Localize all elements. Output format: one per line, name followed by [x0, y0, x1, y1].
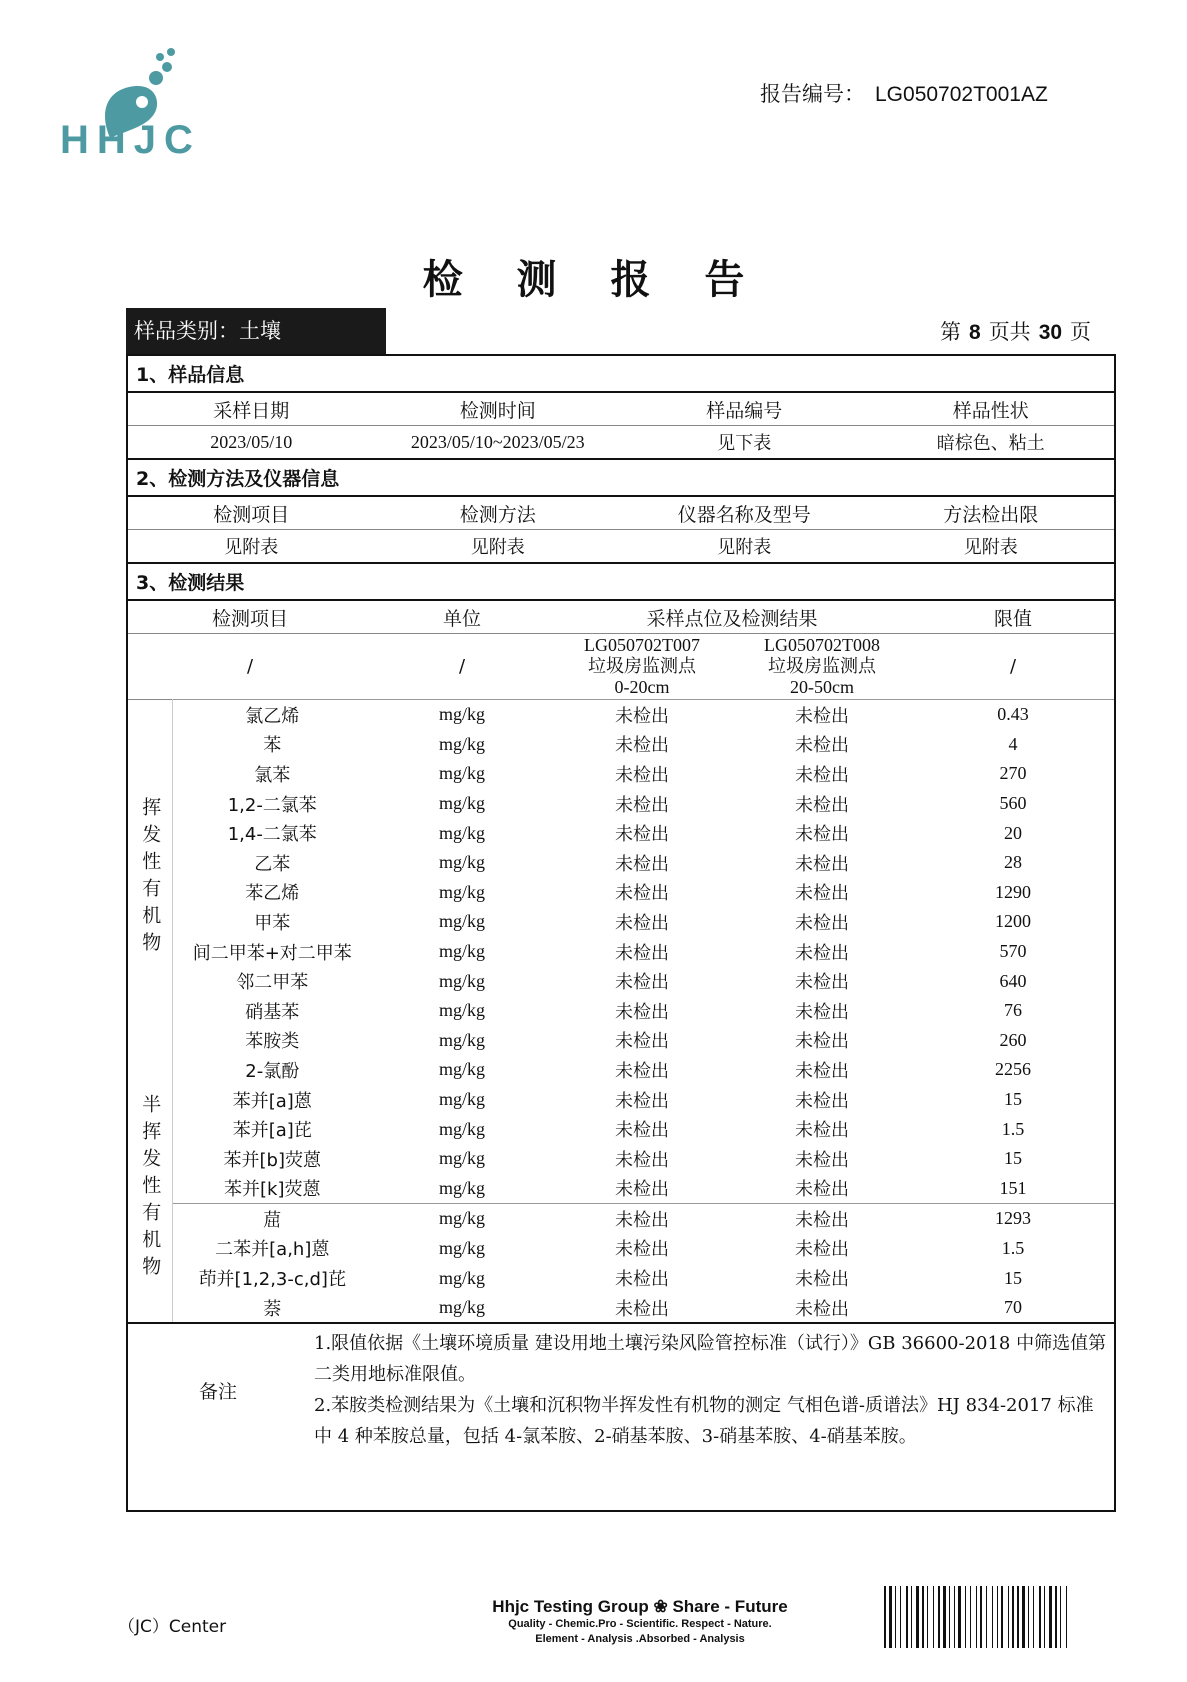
table-row — [128, 907, 1114, 937]
cell-item: 1,2-二氯苯 — [227, 794, 317, 816]
table-row — [128, 1174, 1114, 1204]
cell-unit: mg/kg — [439, 1297, 486, 1318]
cell-item: 甲苯 — [254, 912, 291, 934]
cell-item: 苯 — [263, 735, 282, 757]
cell-item: 苯并[a]芘 — [232, 1120, 312, 1142]
cell-r2: 未检出 — [795, 1120, 850, 1142]
value-cell: 暗棕色、粘土 — [868, 426, 1115, 460]
table-row — [128, 878, 1114, 908]
cell-limit: 570 — [999, 941, 1027, 962]
cell-limit: 1290 — [995, 881, 1032, 902]
table-row — [128, 730, 1114, 760]
cell-limit: 260 — [999, 1029, 1027, 1050]
cell-item: 苯胺类 — [245, 1031, 300, 1053]
table-row — [128, 1085, 1114, 1115]
table-row — [128, 1055, 1114, 1085]
table-row — [128, 966, 1114, 996]
cell-limit: 2256 — [995, 1059, 1032, 1080]
cell-r1: 未检出 — [615, 794, 670, 816]
cell-r1: 未检出 — [615, 883, 670, 905]
col-unit-header: 单位 — [443, 607, 482, 630]
cell-r1: 未检出 — [615, 972, 670, 994]
header-cell: 样品性状 — [952, 399, 1029, 422]
cell-limit: 1200 — [995, 911, 1032, 932]
cell-item: 氯苯 — [254, 764, 291, 786]
cell-item: 䓛 — [172, 1204, 372, 1234]
cell-r2: 未检出 — [795, 735, 850, 757]
cell-unit: mg/kg — [439, 881, 486, 902]
table-row — [128, 1263, 1114, 1293]
page-title: 检 测 报 告 — [422, 256, 765, 303]
cell-r2: 未检出 — [795, 912, 850, 934]
cell-r2: 未检出 — [732, 1204, 912, 1234]
cell-item: 二苯并[a,h]蒽 — [215, 1239, 330, 1261]
sample-point-1: LG050702T007 垃圾房监测点 0-20cm — [552, 634, 732, 700]
cell-item: 乙苯 — [254, 853, 291, 875]
cell-limit: 20 — [1004, 822, 1023, 843]
value-cell: 见下表 — [621, 426, 868, 460]
cell-unit: mg/kg — [439, 1059, 486, 1080]
cell-item: 间二甲苯+对二甲苯 — [192, 942, 352, 964]
table-row — [128, 1204, 1114, 1234]
table-row — [128, 818, 1114, 848]
cell-limit: 28 — [1004, 852, 1023, 873]
sample-info-table — [128, 356, 1114, 601]
col-result-header: 采样点位及检测结果 — [646, 607, 818, 630]
cell-limit: 0.43 — [912, 700, 1114, 730]
cell-r1: 未检出 — [615, 1179, 670, 1201]
value-cell: 见附表 — [621, 530, 868, 564]
cell-r1: 未检出 — [615, 1269, 670, 1291]
cell-unit: mg/kg — [439, 970, 486, 991]
cell-unit: mg/kg — [439, 1089, 486, 1110]
cell-unit: mg/kg — [439, 763, 486, 784]
cell-r2: 未检出 — [795, 1149, 850, 1171]
cell-r2: 未检出 — [732, 700, 912, 730]
table-row — [128, 789, 1114, 819]
notes-table — [128, 1322, 1114, 1456]
cell-r1: 未检出 — [552, 1204, 732, 1234]
cell-r2: 未检出 — [795, 853, 850, 875]
cell-item: 茚并[1,2,3-c,d]芘 — [198, 1269, 346, 1291]
cell-unit: mg/kg — [372, 700, 552, 730]
cell-item: 1,4-二氯苯 — [227, 824, 317, 846]
cell-r2: 未检出 — [795, 1031, 850, 1053]
table-row — [128, 996, 1114, 1026]
sample-point-2: LG050702T008 垃圾房监测点 20-50cm — [732, 634, 912, 700]
cell-unit: mg/kg — [439, 852, 486, 873]
cell-item: 苯并[k]荧蒽 — [224, 1179, 321, 1201]
cell-r2: 未检出 — [795, 883, 850, 905]
cell-item: 萘 — [263, 1298, 282, 1320]
header-cell: 样品编号 — [706, 399, 783, 422]
value-cell: 见附表 — [868, 530, 1115, 564]
cell-r2: 未检出 — [795, 764, 850, 786]
cell-unit: mg/kg — [439, 941, 486, 962]
header-cell: 检测方法 — [459, 503, 536, 526]
cell-r1: 未检出 — [615, 1298, 670, 1320]
cell-r2: 未检出 — [795, 1001, 850, 1023]
group-label-volatile: 挥发性有机物 — [128, 700, 172, 1056]
cell-limit: 76 — [1004, 1000, 1023, 1021]
cell-r1: 未检出 — [615, 1090, 670, 1112]
cell-r2: 未检出 — [795, 1269, 850, 1291]
cell-unit: mg/kg — [439, 733, 486, 754]
cell-limit: 15 — [1004, 1089, 1023, 1110]
cell-r1: 未检出 — [615, 1149, 670, 1171]
cell-unit: mg/kg — [372, 1204, 552, 1234]
col-limit-header: 限值 — [994, 607, 1033, 630]
cell-item: 氯乙烯 — [172, 700, 372, 730]
cell-unit: mg/kg — [439, 1148, 486, 1169]
logo-text: HHJC — [60, 118, 201, 162]
sample-category-badge: 样品类别：土壤 — [126, 308, 386, 354]
cell-r1: 未检出 — [615, 942, 670, 964]
cell-limit: 270 — [999, 763, 1027, 784]
cell-r1: 未检出 — [552, 700, 732, 730]
group-label-semivolatile: 半挥发性有机物 — [128, 1055, 172, 1322]
cell-item: 2-氯酚 — [245, 1060, 300, 1082]
barcode — [884, 1586, 1070, 1648]
cell-limit: 560 — [999, 793, 1027, 814]
cell-r2: 未检出 — [795, 1239, 850, 1261]
cell-r1: 未检出 — [615, 824, 670, 846]
section-title: 3、检测结果 — [128, 563, 1114, 600]
table-row — [128, 1293, 1114, 1323]
table-row — [128, 1026, 1114, 1056]
cell-limit: 4 — [1008, 733, 1018, 754]
cell-unit: mg/kg — [439, 1118, 486, 1139]
cell-r1: 未检出 — [615, 912, 670, 934]
table-row — [128, 700, 1114, 730]
cell-limit: 70 — [1004, 1297, 1023, 1318]
cell-item: 苯并[b]荧蒽 — [223, 1149, 321, 1171]
table-row — [128, 759, 1114, 789]
header-cell: 方法检出限 — [943, 503, 1039, 526]
cell-r1: 未检出 — [615, 1239, 670, 1261]
cell-limit: 1293 — [912, 1204, 1114, 1234]
cell-item: 苯并[a]蒽 — [232, 1090, 312, 1112]
cell-item: 邻二甲苯 — [236, 972, 309, 994]
col-item-header: 检测项目 — [212, 607, 289, 630]
header-cell: 检测项目 — [213, 503, 290, 526]
footer-center-label: （JC）Center — [118, 1617, 227, 1637]
value-cell: 见附表 — [375, 530, 622, 564]
report-number: 报告编号： LG050702T001AZ — [760, 82, 1048, 106]
cell-r1: 未检出 — [615, 1001, 670, 1023]
report-table-frame — [126, 354, 1116, 1512]
cell-r1: 未检出 — [615, 764, 670, 786]
table-row — [128, 1144, 1114, 1174]
value-cell: 见附表 — [128, 530, 375, 564]
cell-unit: mg/kg — [439, 1267, 486, 1288]
cell-unit: mg/kg — [439, 822, 486, 843]
cell-limit: 15 — [1004, 1148, 1023, 1169]
notes-content: 1.限值依据《土壤环境质量 建设用地土壤污染风险管控标准（试行）》GB 36600-2018 中筛选值第二类用地标准限值。 2.苯胺类检测结果为《土壤和沉积物半挥发性有机物的测定 气相色谱-质谱法》HJ 834-2017 标准中 4 种苯胺总量，包括 4-氯苯胺、2-硝基苯胺、3-硝基苯胺、4-硝基苯胺。 — [308, 1323, 1114, 1456]
cell-limit: 15 — [1004, 1267, 1023, 1288]
value-cell: 2023/05/10~2023/05/23 — [375, 426, 622, 460]
cell-r2: 未检出 — [795, 942, 850, 964]
table-row — [128, 848, 1114, 878]
page-indicator: 第 8 页共 30 页 — [940, 320, 1092, 344]
cell-unit: mg/kg — [439, 1177, 486, 1198]
cell-r1: 未检出 — [615, 1060, 670, 1082]
cell-item: 苯乙烯 — [245, 883, 300, 905]
cell-unit: mg/kg — [439, 793, 486, 814]
cell-r1: 未检出 — [615, 853, 670, 875]
cell-r2: 未检出 — [795, 1090, 850, 1112]
cell-r1: 未检出 — [615, 1120, 670, 1142]
cell-r1: 未检出 — [615, 1031, 670, 1053]
value-cell: 2023/05/10 — [128, 426, 375, 460]
cell-unit: mg/kg — [439, 1000, 486, 1021]
cell-r2: 未检出 — [795, 972, 850, 994]
cell-unit: mg/kg — [439, 911, 486, 932]
cell-unit: mg/kg — [439, 1237, 486, 1258]
header-cell: 采样日期 — [213, 399, 290, 422]
cell-r2: 未检出 — [795, 824, 850, 846]
cell-r2: 未检出 — [795, 794, 850, 816]
section-title: 2、检测方法及仪器信息 — [128, 459, 1114, 496]
cell-item: 硝基苯 — [245, 1001, 300, 1023]
cell-limit: 151 — [999, 1177, 1027, 1198]
header-cell: 仪器名称及型号 — [677, 503, 811, 526]
cell-unit: mg/kg — [439, 1029, 486, 1050]
header-cell: 检测时间 — [459, 399, 536, 422]
cell-limit: 640 — [999, 970, 1027, 991]
cell-r2: 未检出 — [795, 1298, 850, 1320]
footer-brand: Hhjc Testing Group ❀ Share - Future Quality - Chemic.Pro - Scientific. Respect - Nature. Element - Analysis .Absorbed - Analysis — [492, 1597, 788, 1645]
notes-label: 备注 — [128, 1323, 308, 1456]
cell-limit: 1.5 — [1001, 1237, 1025, 1258]
section-title: 1、样品信息 — [128, 356, 1114, 392]
table-row — [128, 937, 1114, 967]
table-row — [128, 1234, 1114, 1264]
cell-r1: 未检出 — [615, 735, 670, 757]
cell-r2: 未检出 — [795, 1179, 850, 1201]
cell-r2: 未检出 — [795, 1060, 850, 1082]
results-table: 检测项目 单位 采样点位及检测结果 限值 / / LG050702T007 垃圾房监测点 0-20cm LG050702T008 垃圾房监测点 20-50cm / 挥发性有机物 氯乙烯 mg/kg 未检出 未检出 0.43 苯 mg/kg 未检出 未检出 4 氯苯 mg/kg 未检出 未检出 270 1,2-二氯苯 mg/kg 未检出 未检出 560 1,4-二氯苯 mg/kg 未检出 未检出 20 乙苯 mg/kg 未检出 未检出 28 苯乙烯 mg/kg 未检出 未检出 1290 甲苯 mg/kg 未检出 未检出 1200 间二甲苯+对二甲苯 mg/kg 未检出 未检出 570 邻二甲苯 mg/kg 未检出 未检出 640 硝基苯 mg/kg 未检出 未检出 76 苯胺类 mg/kg 未检出 未检出 260 半挥发性有机物 2-氯酚 mg/kg 未检出 未检出 2256 苯并[a]蒽 mg/kg 未检出 未检出 15 苯并[a]芘 mg/kg 未检出 未检出 1.5 苯并[b]荧蒽 mg/kg 未检出 未检出 15 苯并[k]荧蒽 mg/kg 未检出 未检出 151 䓛 mg/kg 未检出 未检出 1293 二苯并[a,h]蒽 mg/kg 未检出 未检出 1.5 茚并[1,2,3-c,d]芘 mg/kg 未检出 未检出 15 萘 mg/kg 未检出 未检出 70 — [128, 601, 1114, 1322]
table-row — [128, 1114, 1114, 1144]
cell-limit: 1.5 — [1001, 1118, 1025, 1139]
